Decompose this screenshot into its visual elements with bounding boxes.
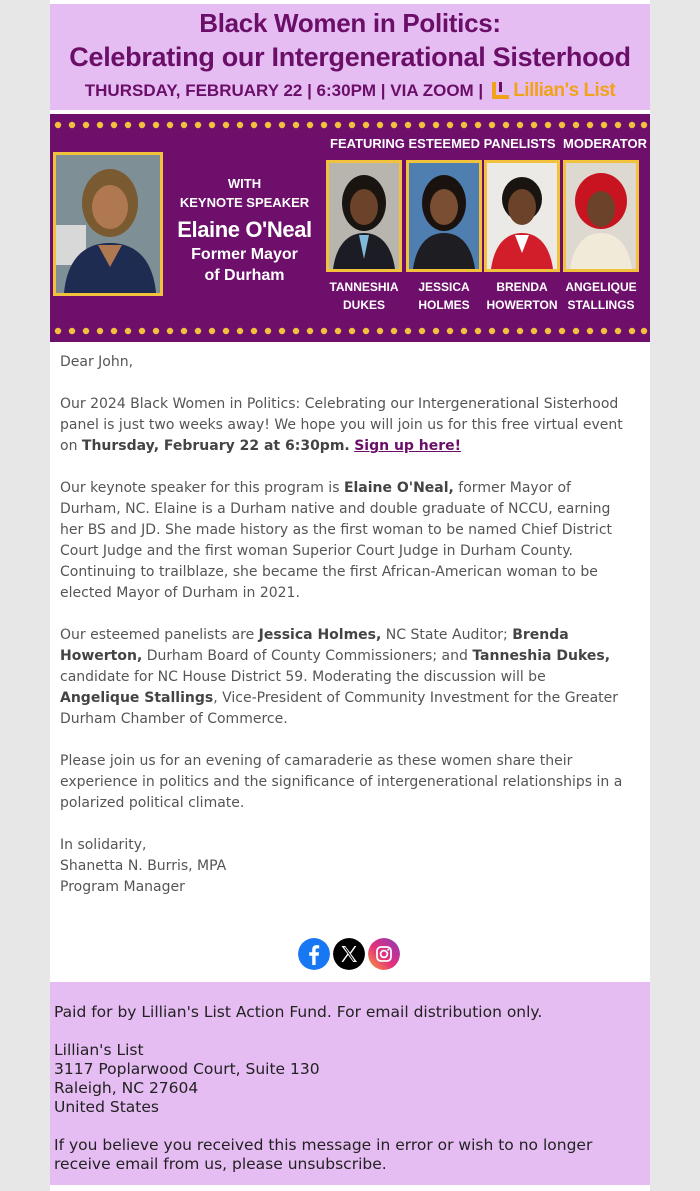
portrait-icon <box>409 163 479 269</box>
logo-text: Lillian's List <box>513 80 616 101</box>
portrait-icon <box>487 163 557 269</box>
keynote-with: WITH <box>227 176 262 191</box>
keynote-text-a: Our keynote speaker for this program is <box>60 480 344 496</box>
mailing-address <box>54 1041 646 1117</box>
facebook-icon[interactable] <box>298 938 330 970</box>
panelist-photo-dukes <box>326 160 402 272</box>
moderator-label: MODERATOR <box>563 136 648 151</box>
panelist-photo-howerton <box>484 160 560 272</box>
panel-text-c: Durham Board of County Commissioners; and <box>142 648 473 664</box>
panelist-photo-stallings <box>563 160 639 272</box>
paragraph-invitation: Please join us for an evening of camaraderie as these women share their experience in politics and the significance of intergenerational relationships in a polarized political climate. <box>60 753 623 811</box>
x-icon[interactable] <box>333 938 365 970</box>
address-line1: 3117 Poplarwood Court, Suite 130 <box>54 1060 320 1078</box>
paragraph-panelists <box>60 625 628 730</box>
closing: In solidarity, <box>60 837 147 853</box>
keynote-text-b: former Mayor of Durham, NC. Elaine is a Durham native and double graduate of NCCU, earning her BS and JD. She made history as the first woman to be named Chief District Court Judge and the first woman Superior Court Judge in Durham County. Continuing to trailblaze, she became the first African-American woman to be elected Mayor of Durham in 2021. <box>60 480 613 601</box>
social-links <box>298 938 408 972</box>
unsubscribe-notice[interactable]: If you believe you received this message in error or wish to no longer receive email from us, please unsubscribe. <box>54 1136 593 1173</box>
panelist-name-holmes <box>404 278 484 314</box>
panelist-first: JESSICA <box>418 280 470 294</box>
address-country: United States <box>54 1098 159 1116</box>
dot-border-top <box>50 120 650 130</box>
signer-title: Program Manager <box>60 879 185 895</box>
panel-text-e: , Vice-President of Community Investment for the Greater Durham Chamber of Commerce. <box>60 690 619 727</box>
event-date-bold: Thursday, February 22 at 6:30pm. <box>81 438 350 454</box>
keynote-label: KEYNOTE SPEAKER <box>179 195 310 210</box>
panel-name-holmes: Jessica Holmes, <box>258 627 382 643</box>
event-banner <box>50 114 650 342</box>
email-footer <box>50 982 650 1185</box>
event-title <box>50 6 650 74</box>
signer-name: Shanetta N. Burris, MPA <box>60 858 227 874</box>
logo-mark-icon <box>489 80 511 102</box>
panelist-first: BRENDA <box>496 280 548 294</box>
event-details <box>50 80 650 102</box>
panel-name-dukes: Tanneshia Dukes, <box>472 648 611 664</box>
panel-name-howerton: Brenda Howerton, <box>60 627 569 664</box>
keynote-name: Elaine O'Neal <box>177 217 312 242</box>
panelist-name-dukes <box>324 278 404 314</box>
panelist-first: TANNESHIA <box>329 280 399 294</box>
keynote-role-line2: of Durham <box>204 267 285 284</box>
paid-for-disclaimer: Paid for by Lillian's List Action Fund. For email distribution only. <box>54 1003 543 1021</box>
paragraph-intro <box>60 394 628 457</box>
instagram-icon[interactable] <box>368 938 400 970</box>
keynote-role-line1: Former Mayor <box>191 246 298 263</box>
address-line2: Raleigh, NC 27604 <box>54 1079 199 1097</box>
panel-name-stallings: Angelique Stallings <box>60 690 214 706</box>
panelist-last: HOLMES <box>418 298 470 312</box>
panel-text-d: candidate for NC House District 59. Moderating the discussion will be <box>60 669 546 685</box>
panelist-first: ANGELIQUE <box>565 280 637 294</box>
panel-text-b: NC State Auditor; <box>381 627 513 643</box>
greeting: Dear John, <box>60 354 134 370</box>
event-date-time: THURSDAY, FEBRUARY 22 | 6:30PM | VIA ZOOM | <box>84 81 484 100</box>
event-title-line1: Black Women in Politics: <box>199 8 501 38</box>
paragraph-keynote <box>60 478 628 604</box>
moderator-name-stallings <box>561 278 641 314</box>
panelist-last: DUKES <box>342 298 385 312</box>
event-title-line2: Celebrating our Intergenerational Sisterhood <box>69 42 631 72</box>
panelist-last: HOWERTON <box>486 298 558 312</box>
lillians-list-logo <box>489 80 615 102</box>
intro-text: Our 2024 Black Women in Politics: Celebrating our Intergenerational Sisterhood panel is just two weeks away! We hope you will join us for this free virtual event on <box>60 396 623 454</box>
keynote-name-bold: Elaine O'Neal, <box>343 480 454 496</box>
featuring-label: FEATURING ESTEEMED PANELISTS <box>330 136 556 151</box>
portrait-icon <box>566 163 636 269</box>
portrait-icon <box>329 163 399 269</box>
panelist-photo-holmes <box>406 160 482 272</box>
keynote-speaker-photo <box>53 152 163 296</box>
dot-border-bottom <box>50 326 650 336</box>
event-header <box>50 4 650 110</box>
message-content <box>60 352 628 919</box>
sign-up-link[interactable]: Sign up here! <box>354 438 462 454</box>
panelist-last: STALLINGS <box>567 298 635 312</box>
portrait-icon <box>56 155 160 293</box>
keynote-speaker-block <box>167 174 322 286</box>
email-body <box>50 0 650 1191</box>
org-name: Lillian's List <box>54 1041 144 1059</box>
panelist-name-howerton <box>482 278 562 314</box>
panel-text-a: Our esteemed panelists are <box>60 627 259 643</box>
signature <box>60 835 628 898</box>
